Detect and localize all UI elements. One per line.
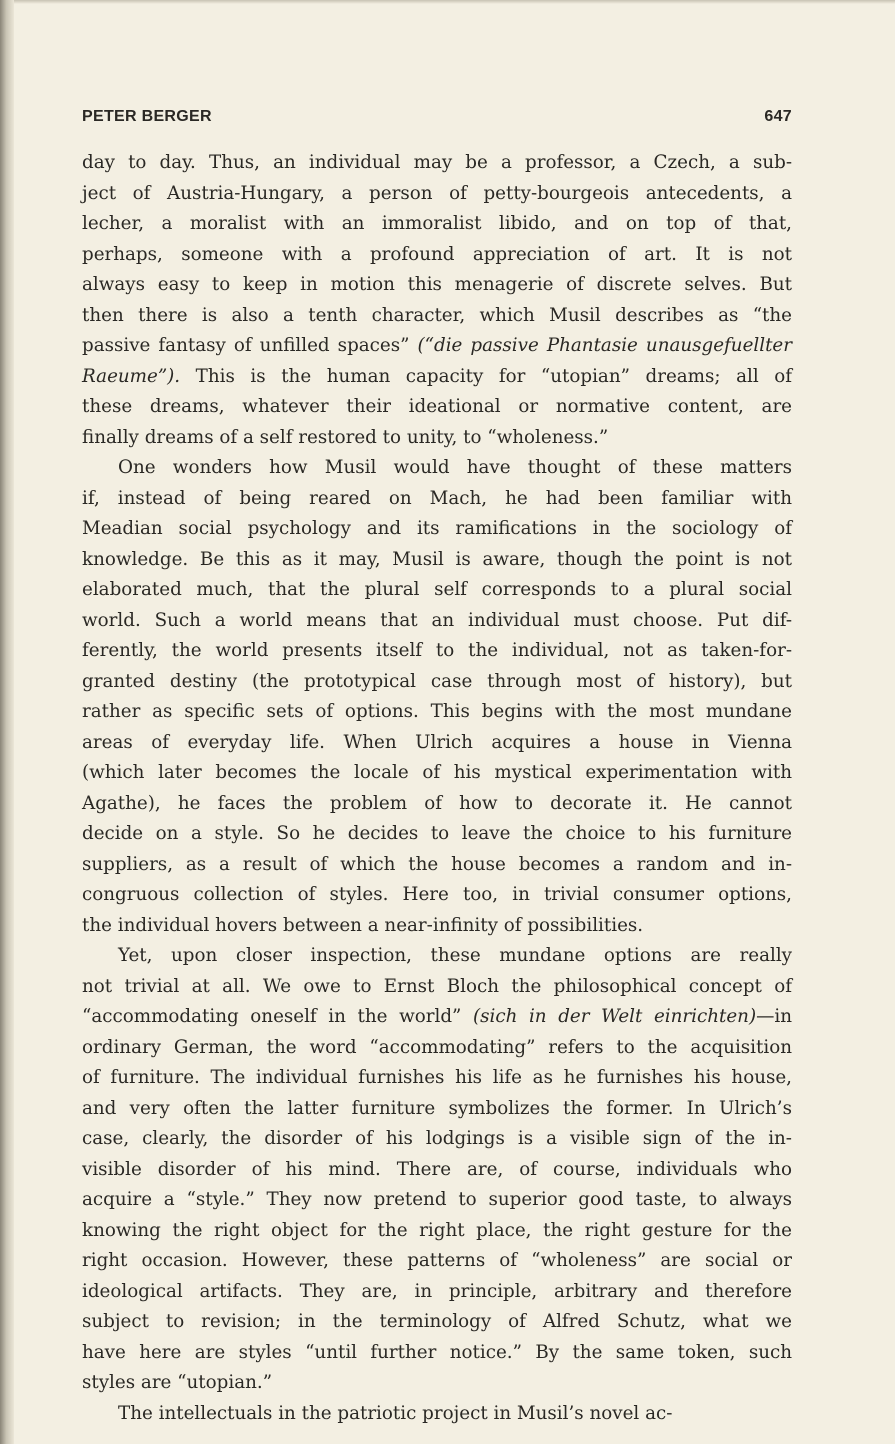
text-line — [82, 636, 792, 667]
text-line — [82, 789, 792, 820]
text-run: Agathe), he faces the problem of how to decorate it. He cannot — [82, 792, 792, 814]
text-run: lecher, a moralist with an immoralist libido, and on top of that, — [82, 213, 792, 234]
text-run: congruous collection of styles. Here too, in trivial consumer options, — [82, 884, 792, 905]
text-line — [82, 514, 792, 545]
text-line — [82, 972, 792, 1003]
text-line — [82, 1246, 792, 1277]
text-run: and very often the latter furniture symbolizes the former. In Ulrich’s — [82, 1097, 792, 1119]
text-run: visible disorder of his mind. There are, of course, individuals who — [82, 1158, 792, 1180]
text-line — [82, 606, 792, 637]
text-line — [82, 270, 792, 301]
text-run: ideological artifacts. They are, in principle, arbitrary and therefore — [82, 1280, 792, 1302]
text-run: right occasion. However, these patterns of “wholeness” are social or — [82, 1250, 792, 1271]
text-line — [82, 423, 792, 454]
text-line — [82, 1216, 792, 1247]
text-run: Meadian social psychology and its ramifications in the sociology of — [82, 518, 792, 539]
text-line — [82, 850, 792, 881]
text-run: of furniture. The individual furnishes his life as he furnishes his house, — [82, 1067, 792, 1088]
text-line — [82, 667, 792, 698]
text-line — [82, 1033, 792, 1064]
text-run: The intellectuals in the patriotic project in Musil’s novel ac- — [118, 1402, 673, 1424]
text-line — [82, 1399, 792, 1430]
text-line — [82, 880, 792, 911]
text-run: styles are “utopian.” — [82, 1372, 273, 1393]
text-line — [82, 1277, 792, 1308]
text-line — [82, 1063, 792, 1094]
text-line — [82, 392, 792, 423]
text-run: passive fantasy of unfilled spaces” — [82, 335, 418, 356]
text-line — [82, 209, 792, 240]
paragraph — [82, 453, 792, 941]
text-line — [82, 1338, 792, 1369]
book-page — [82, 108, 792, 1429]
italic-run: (sich in der Welt einrichten) — [472, 1006, 757, 1027]
text-run: ordinary German, the word “accommodating” refers to the acquisition — [82, 1036, 792, 1058]
text-run: have here are styles “until further notice.” By the same token, such — [82, 1341, 792, 1363]
italic-run: (“die passive Phantasie unausgefuellter — [417, 335, 792, 356]
text-run: these dreams, whatever their ideational or normative content, are — [82, 396, 792, 417]
text-run: elaborated much, that the plural self corresponds to a plural social — [82, 579, 792, 600]
text-line — [82, 941, 792, 972]
text-run: finally dreams of a self restored to unity, to “wholeness.” — [82, 426, 609, 448]
text-run: knowledge. Be this as it may, Musil is aware, though the point is not — [82, 548, 792, 570]
text-run: ject of Austria-Hungary, a person of petty-bourgeois antecedents, a — [82, 182, 792, 204]
text-line — [82, 484, 792, 515]
text-run: rather as specific sets of options. This begins with the most mundane — [82, 701, 792, 722]
book-spine-shadow — [0, 0, 14, 1444]
text-run: One wonders how Musil would have thought of these matters — [118, 457, 792, 478]
text-run: not trivial at all. We owe to Ernst Bloch the philosophical concept of — [82, 975, 792, 997]
text-run: This is the human capacity for “utopian” dreams; all of — [180, 365, 792, 387]
body-text — [82, 148, 792, 1429]
text-run: the individual hovers between a near-infinity of possibilities. — [82, 914, 644, 936]
text-run: world. Such a world means that an individual must choose. Put dif- — [82, 609, 792, 631]
italic-run: Raeume”). — [82, 365, 181, 387]
text-line — [82, 362, 792, 393]
text-line — [82, 1368, 792, 1399]
paragraph — [82, 1399, 792, 1430]
paragraph — [82, 941, 792, 1399]
text-line — [82, 1124, 792, 1155]
text-run: then there is also a tenth character, which Musil describes as “the — [82, 304, 792, 326]
text-run: knowing the right object for the right place, the right gesture for the — [82, 1219, 792, 1241]
text-run: perhaps, someone with a profound appreciation of art. It is not — [82, 243, 792, 265]
text-line — [82, 575, 792, 606]
text-line — [82, 1002, 792, 1033]
text-run: (which later becomes the locale of his mystical experimentation with — [82, 762, 792, 783]
text-line — [82, 1307, 792, 1338]
text-run: Yet, upon closer inspection, these mundane options are really — [118, 945, 792, 966]
text-line — [82, 301, 792, 332]
text-line — [82, 240, 792, 271]
text-run: —in — [756, 1006, 792, 1027]
text-line — [82, 758, 792, 789]
text-line — [82, 179, 792, 210]
text-line — [82, 911, 792, 942]
running-head — [82, 108, 792, 126]
text-run: ferently, the world presents itself to the individual, not as taken-for- — [82, 640, 792, 661]
text-line — [82, 453, 792, 484]
text-run: always easy to keep in motion this menagerie of discrete selves. But — [82, 274, 792, 295]
text-run: case, clearly, the disorder of his lodgings is a visible sign of the in- — [82, 1128, 792, 1149]
text-run: suppliers, as a result of which the house becomes a random and in- — [82, 853, 792, 875]
text-line — [82, 1094, 792, 1125]
page-top-edge — [14, 0, 895, 4]
text-line — [82, 728, 792, 759]
running-head-author: PETER BERGER — [82, 108, 212, 125]
text-run: areas of everyday life. When Ulrich acquires a house in Vienna — [82, 731, 792, 753]
text-line — [82, 148, 792, 179]
text-line — [82, 1185, 792, 1216]
text-run: “accommodating oneself in the world” — [82, 1006, 473, 1027]
text-line — [82, 1155, 792, 1186]
text-run: if, instead of being reared on Mach, he had been familiar with — [82, 487, 792, 509]
text-line — [82, 697, 792, 728]
page-number: 647 — [764, 108, 792, 125]
text-run: day to day. Thus, an individual may be a professor, a Czech, a sub- — [82, 152, 792, 173]
text-line — [82, 545, 792, 576]
paragraph — [82, 148, 792, 453]
text-run: decide on a style. So he decides to leave the choice to his furniture — [82, 823, 792, 844]
text-run: acquire a “style.” They now pretend to superior good taste, to always — [82, 1189, 792, 1210]
text-line — [82, 819, 792, 850]
text-line — [82, 331, 792, 362]
text-run: subject to revision; in the terminology of Alfred Schutz, what we — [82, 1311, 792, 1332]
text-run: granted destiny (the prototypical case through most of history), but — [82, 670, 792, 692]
